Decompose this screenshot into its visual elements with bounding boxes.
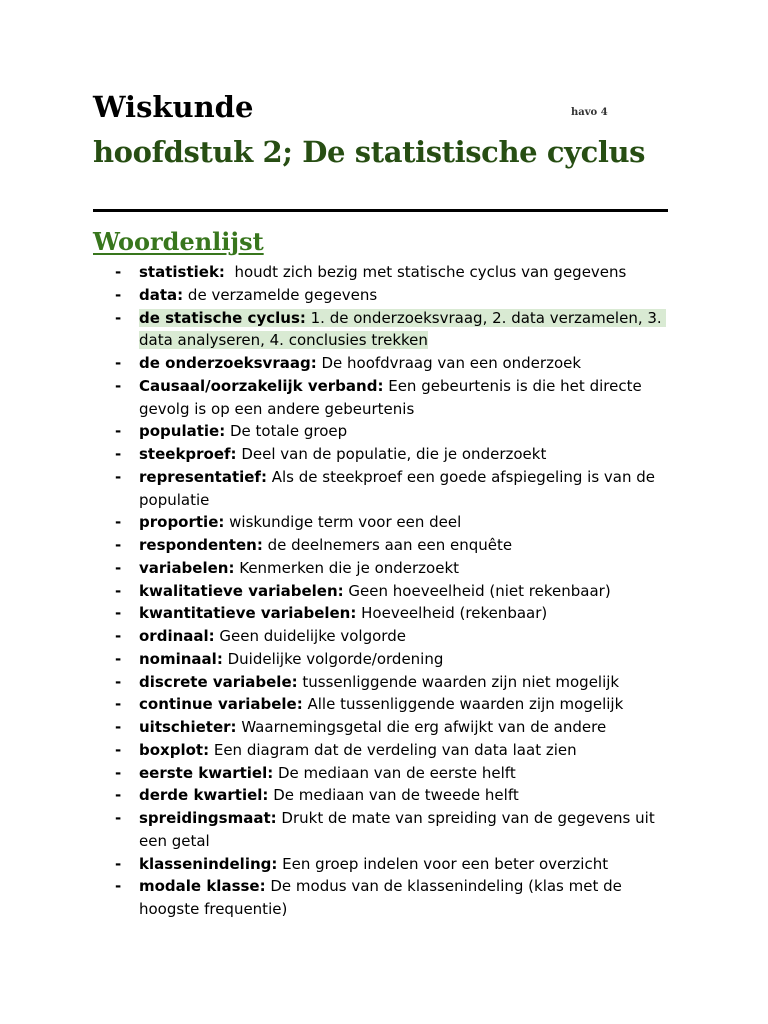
glossary-item: [115, 875, 685, 921]
glossary-definition: tussenliggende waarden zijn niet mogelijk: [297, 672, 620, 691]
glossary-item: [115, 784, 685, 807]
bullet-dash: -: [115, 467, 122, 486]
glossary-entry: [139, 377, 646, 418]
glossary-definition: Als de steekproef een goede afspiegeling is van de populatie: [139, 467, 660, 509]
glossary-item: [115, 625, 685, 648]
glossary-term: modale klasse:: [139, 877, 266, 896]
glossary-item: [115, 716, 685, 739]
bullet-dash: -: [115, 354, 122, 372]
glossary-definition: De mediaan van de tweede helft: [268, 786, 519, 805]
glossary-definition: Alle tussenliggende waarden zijn mogelijk: [302, 695, 624, 714]
glossary-definition: Waarnemingsgetal die erg afwijkt van de andere: [236, 718, 607, 736]
glossary-item: [115, 511, 685, 534]
glossary-definition: Een groep indelen voor een beter overzicht: [277, 854, 609, 873]
glossary-entry: [139, 786, 519, 804]
glossary-entry: [139, 582, 611, 600]
glossary-item: [115, 307, 685, 353]
section-heading: Woordenlijst: [93, 227, 264, 256]
glossary-item: [115, 284, 685, 307]
glossary-item: [115, 534, 685, 557]
glossary-term: representatief:: [139, 467, 267, 486]
bullet-dash: -: [115, 376, 122, 395]
glossary-definition: wiskundige term voor een deel: [224, 513, 462, 532]
glossary-term: Causaal/oorzakelijk verband:: [139, 376, 384, 395]
glossary-item: [115, 762, 685, 785]
bullet-dash: -: [115, 422, 122, 441]
chapter-heading: hoofdstuk 2; De statistische cyclus: [93, 135, 646, 169]
glossary-entry: [139, 536, 512, 554]
glossary-definition: Duidelijke volgorde/ordening: [222, 649, 444, 668]
glossary-item: [115, 352, 685, 375]
glossary-term: proportie:: [139, 513, 225, 532]
glossary-entry: [139, 764, 516, 782]
glossary-item: [115, 807, 685, 853]
glossary-term: kwantitatieve variabelen:: [139, 604, 357, 623]
glossary-entry: [139, 309, 666, 350]
glossary-term: variabelen:: [139, 558, 235, 577]
glossary-term: spreidingsmaat:: [139, 809, 277, 827]
glossary-term: populatie:: [139, 422, 226, 441]
glossary-item: [115, 466, 685, 512]
glossary-term: continue variabele:: [139, 695, 303, 714]
bullet-dash: -: [115, 627, 122, 645]
glossary-item: [115, 602, 685, 625]
glossary-term: steekproef:: [139, 445, 237, 463]
bullet-dash: -: [115, 581, 122, 600]
glossary-definition: Geen duidelijke volgorde: [214, 627, 406, 645]
document-title: Wiskunde: [93, 90, 254, 124]
bullet-dash: -: [115, 558, 122, 577]
glossary-definition: Een diagram dat de verdeling van data laat zien: [209, 740, 577, 759]
glossary-entry: [139, 286, 377, 304]
glossary-entry: [139, 627, 406, 645]
horizontal-rule: [93, 209, 668, 212]
glossary-term: kwalitatieve variabelen:: [139, 581, 344, 600]
glossary-item: [115, 693, 685, 716]
glossary-entry: [139, 559, 459, 577]
glossary-term: data:: [139, 285, 184, 304]
glossary-entry: [139, 855, 608, 873]
glossary-item: [115, 375, 685, 421]
bullet-dash: -: [115, 786, 122, 805]
glossary-item: [115, 580, 685, 603]
glossary-definition: Geen hoeveelheid (niet rekenbaar): [343, 581, 611, 600]
bullet-dash: -: [115, 308, 122, 327]
glossary-item: [115, 420, 685, 443]
glossary-item: [115, 853, 685, 876]
glossary-definition: Een gebeurtenis is die het directe gevolg is op een andere gebeurtenis: [139, 376, 647, 418]
bullet-dash: -: [115, 604, 122, 623]
glossary-list: [115, 261, 685, 921]
glossary-term: nominaal:: [139, 649, 223, 668]
bullet-dash: -: [115, 536, 122, 554]
bullet-dash: -: [115, 672, 122, 691]
bullet-dash: -: [115, 263, 122, 281]
bullet-dash: -: [115, 763, 122, 782]
glossary-entry: [139, 741, 577, 759]
glossary-definition: De mediaan van de eerste helft: [273, 763, 516, 782]
glossary-entry: [139, 877, 627, 918]
glossary-item: [115, 261, 685, 284]
glossary-entry: [139, 604, 547, 622]
glossary-entry: [139, 354, 581, 372]
glossary-definition: houdt zich bezig met statische cyclus van gegevens: [224, 263, 627, 281]
glossary-entry: [139, 650, 443, 668]
glossary-definition: Hoeveelheid (rekenbaar): [356, 604, 548, 623]
bullet-dash: -: [115, 445, 122, 463]
bullet-dash: -: [115, 854, 122, 873]
glossary-item: [115, 557, 685, 580]
glossary-definition: De totale groep: [225, 422, 348, 441]
glossary-term: statistiek:: [139, 263, 225, 281]
glossary-entry: [139, 422, 347, 440]
glossary-term: eerste kwartiel:: [139, 763, 274, 782]
glossary-term: klassenindeling:: [139, 854, 278, 873]
glossary-term: uitschieter:: [139, 718, 237, 736]
bullet-dash: -: [115, 740, 122, 759]
glossary-definition: Deel van de populatie, die je onderzoekt: [236, 445, 547, 463]
glossary-item: [115, 443, 685, 466]
glossary-item: [115, 739, 685, 762]
glossary-definition: 1. de onderzoeksvraag, 2. data verzamelen, 3. data analyseren, 4. conclusies trekken: [139, 308, 667, 350]
glossary-definition: Kenmerken die je onderzoekt: [234, 558, 460, 577]
bullet-dash: -: [115, 649, 122, 668]
glossary-term: respondenten:: [139, 536, 263, 554]
glossary-entry: [139, 718, 606, 736]
glossary-entry: [139, 673, 619, 691]
glossary-entry: [139, 445, 546, 463]
glossary-definition: De modus van de klassenindeling (klas met de hoogste frequentie): [139, 877, 627, 918]
glossary-item: [115, 671, 685, 694]
glossary-entry: [139, 809, 659, 850]
glossary-term: discrete variabele:: [139, 672, 298, 691]
glossary-definition: Drukt de mate van spreiding van de gegevens uit een getal: [139, 809, 660, 850]
bullet-dash: -: [115, 513, 122, 532]
glossary-item: [115, 648, 685, 671]
bullet-dash: -: [115, 695, 122, 714]
bullet-dash: -: [115, 809, 122, 827]
glossary-term: de statische cyclus:: [139, 308, 306, 327]
glossary-definition: de verzamelde gegevens: [183, 285, 378, 304]
class-level-label: havo 4: [571, 107, 608, 118]
glossary-definition: De hoofdvraag van een onderzoek: [316, 354, 582, 372]
glossary-term: de onderzoeksvraag:: [139, 354, 317, 372]
glossary-entry: [139, 695, 623, 713]
bullet-dash: -: [115, 718, 122, 736]
glossary-term: boxplot:: [139, 740, 210, 759]
bullet-dash: -: [115, 285, 122, 304]
glossary-entry: [139, 513, 461, 531]
bullet-dash: -: [115, 877, 122, 896]
glossary-entry: [139, 468, 660, 509]
glossary-entry: [139, 263, 626, 281]
glossary-term: derde kwartiel:: [139, 786, 269, 805]
glossary-definition: de deelnemers aan een enquête: [262, 536, 513, 554]
glossary-term: ordinaal:: [139, 627, 215, 645]
